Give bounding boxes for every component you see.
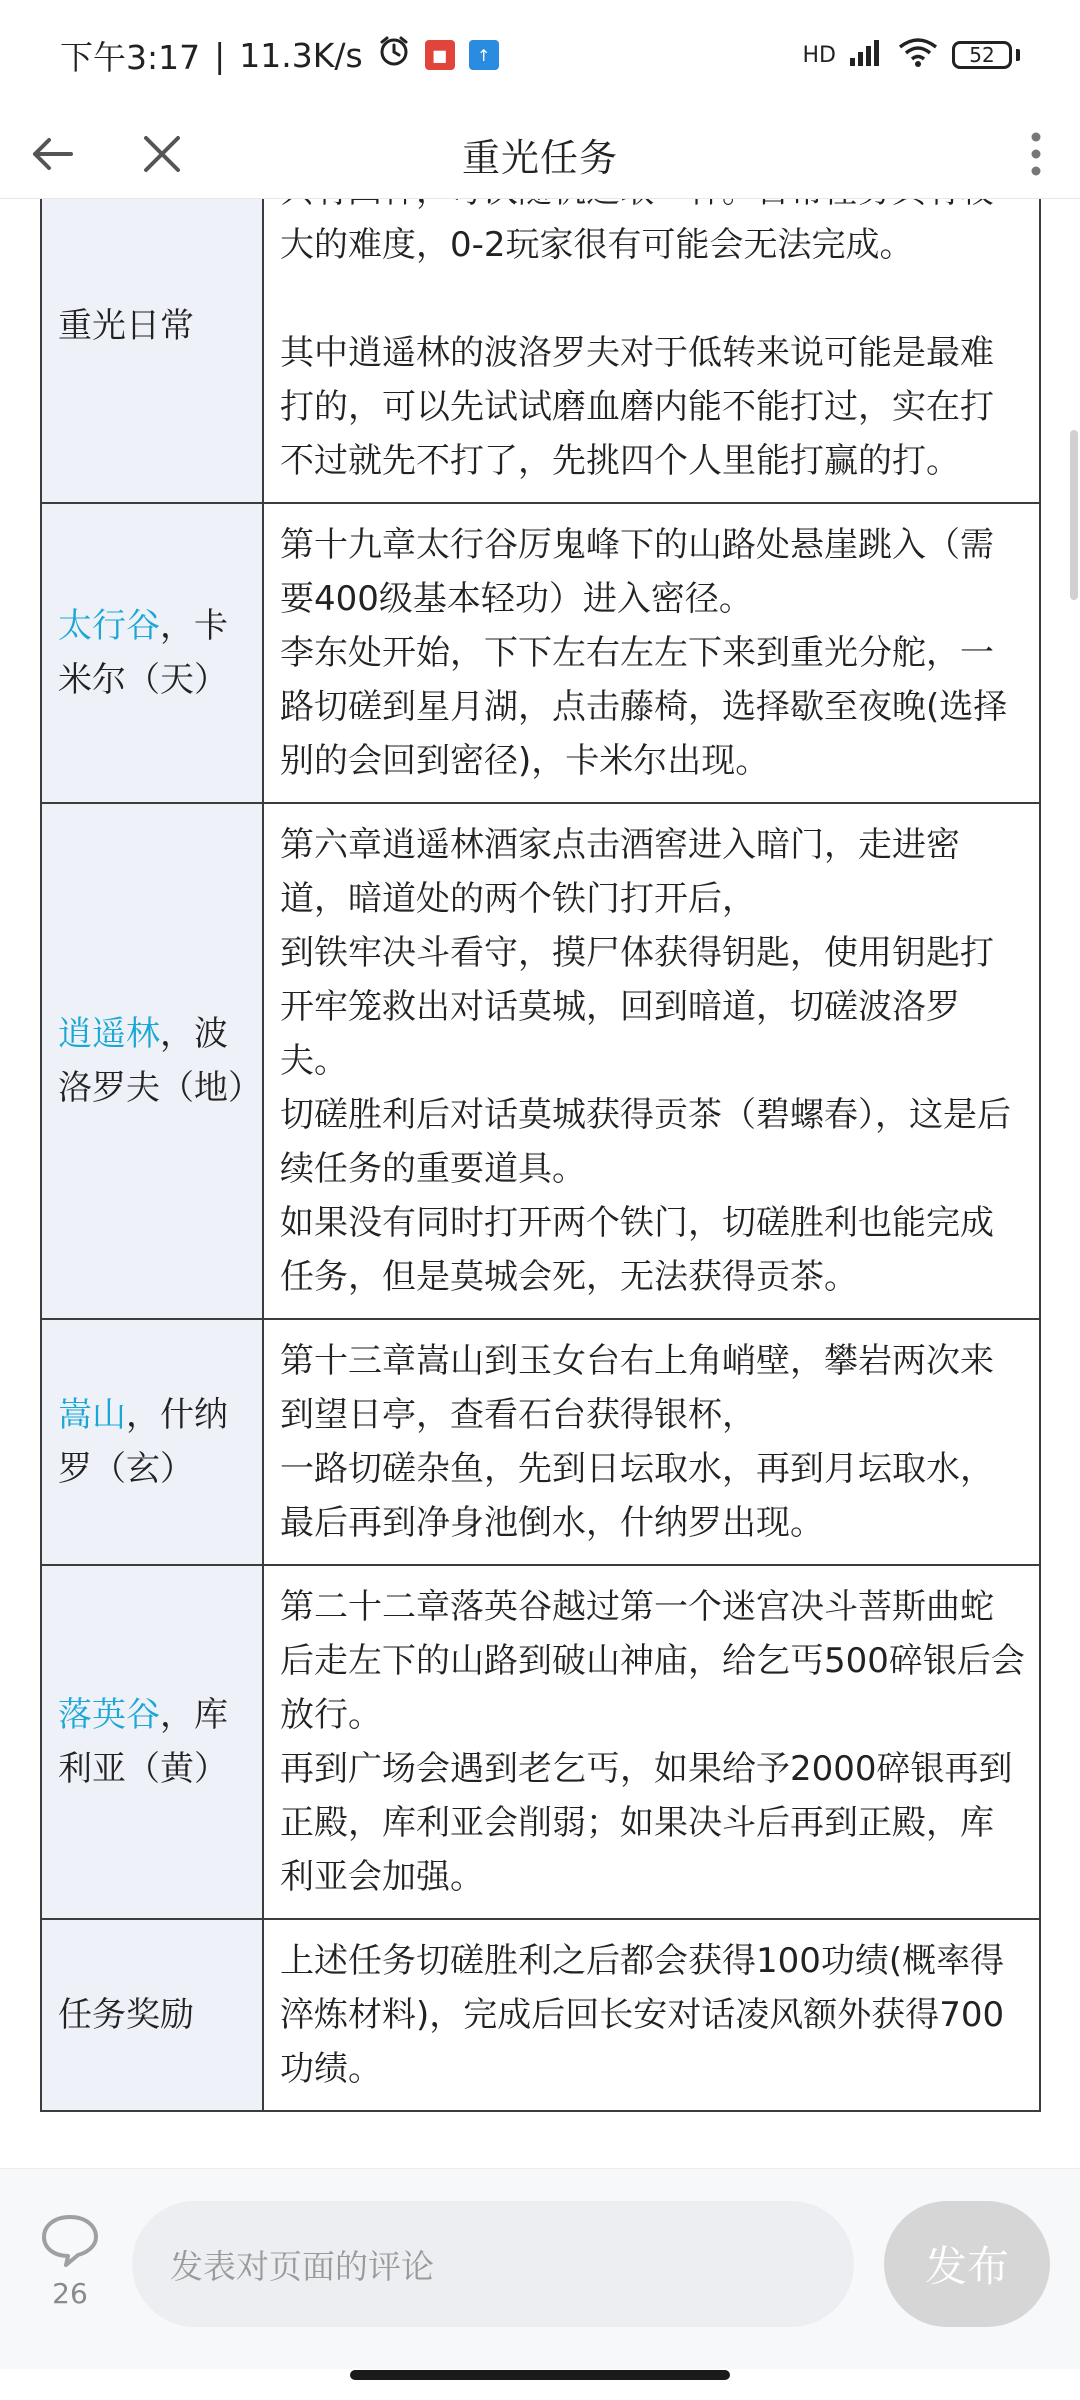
description-paragraph: 切磋胜利后对话莫城获得贡茶（碧螺春），这是后续任务的重要道具。 (280, 1095, 1011, 1189)
table-row (41, 503, 1040, 803)
description-paragraph: 一路切磋杂鱼，先到日坛取水，再到月坛取水，最后再到净身池倒水，什纳罗出现。 (280, 1449, 994, 1543)
task-description-cell (263, 503, 1040, 803)
table-row (41, 803, 1040, 1319)
task-name: 重光日常 (58, 306, 194, 346)
task-name-cell (41, 503, 263, 803)
task-description-cell (263, 1919, 1040, 2111)
description-paragraph: 到铁牢决斗看守，摸尸体获得钥匙，使用钥匙打开牢笼救出对话莫城，回到暗道，切磋波洛罗夫。 (280, 933, 994, 1081)
battery-level: 52 (969, 43, 995, 67)
status-time: 下午3:17 (60, 37, 201, 77)
hd-label: HD (802, 42, 836, 68)
scrollbar-thumb[interactable] (1070, 430, 1078, 600)
location-link[interactable]: 落英谷 (58, 1695, 160, 1735)
comments-button[interactable] (30, 2213, 110, 2310)
app-header (0, 110, 1080, 199)
table-row (41, 1565, 1040, 1919)
back-arrow-icon (29, 131, 75, 177)
status-left (60, 32, 499, 79)
network-speed: 11.3K/s (239, 35, 363, 75)
table-row (41, 1919, 1040, 2111)
status-divider: | (214, 35, 226, 75)
description-paragraph: 第十九章太行谷厉鬼峰下的山路处悬崖跳入（需要400级基本轻功）进入密径。 (280, 525, 994, 619)
wifi-icon (898, 37, 938, 73)
status-bar (0, 0, 1080, 110)
close-button[interactable] (132, 124, 192, 184)
paragraph-spacer (280, 272, 1025, 326)
description-paragraph: 李东处开始，下下左右左左下来到重光分舵，一路切磋到星月湖，点击藤椅，选择歇至夜晚(选择别的会回到密径)，卡米尔出现。 (280, 633, 1008, 781)
publish-button[interactable] (884, 2201, 1050, 2327)
task-name-cell (41, 149, 263, 503)
comment-count: 26 (52, 2277, 88, 2310)
status-right (803, 37, 1020, 73)
battery-tip (1016, 49, 1020, 61)
comment-input[interactable] (132, 2201, 854, 2327)
task-description-cell (263, 1319, 1040, 1565)
back-button[interactable] (22, 124, 82, 184)
signal-icon (850, 38, 884, 72)
description-paragraph: 第十三章嵩山到玉女台右上角峭壁，攀岩两次来到望日亭，查看石台获得银杯， (280, 1341, 994, 1435)
description-paragraph: 如果没有同时打开两个铁门，切磋胜利也能完成任务，但是莫城会死，无法获得贡茶。 (280, 1203, 994, 1297)
description-paragraph: 上述任务切磋胜利之后都会获得100功绩(概率得淬炼材料)，完成后回长安对话凌风额外获得700功绩。 (280, 1941, 1005, 2089)
app-notification-icon: ■ (425, 40, 455, 70)
description-paragraph: 其中逍遥林的波洛罗夫对于低转来说可能是最难打的，可以先试试磨血磨内能不能打过，实在打不过就先不打了，先挑四个人里能打赢的打。 (280, 333, 994, 481)
task-name-rest: ，卡米尔（天） (58, 606, 228, 700)
task-name-cell (41, 803, 263, 1319)
comment-placeholder: 发表对页面的评论 (170, 2246, 434, 2286)
task-description-cell (263, 1565, 1040, 1919)
location-link[interactable]: 太行谷 (58, 606, 160, 646)
comment-bar (0, 2168, 1080, 2369)
description-paragraph: 第六章逍遥林酒家点击酒窖进入暗门，走进密道，暗道处的两个铁门打开后， (280, 825, 960, 919)
task-description-cell (263, 803, 1040, 1319)
publish-label: 发布 (924, 2242, 1009, 2291)
task-name-rest: ，波洛罗夫（地） (58, 1014, 262, 1108)
upload-notification-icon: ↑ (469, 40, 499, 70)
task-name: 任务奖励 (58, 1995, 194, 2035)
page-title: 重光任务 (461, 135, 618, 180)
close-icon (141, 133, 183, 175)
alarm-icon (377, 34, 411, 76)
page-content[interactable] (0, 198, 1080, 2168)
battery-icon (952, 41, 1012, 69)
location-link[interactable]: 逍遥林 (58, 1014, 160, 1054)
description-paragraph: 再到广场会遇到老乞丐，如果给予2000碎银再到正殿，库利亚会削弱；如果决斗后再到正殿，库利亚会加强。 (280, 1749, 1013, 1897)
task-name-cell (41, 1565, 263, 1919)
task-name-cell (41, 1919, 263, 2111)
task-name-rest: ，库利亚（黄） (58, 1695, 228, 1789)
task-table (40, 148, 1041, 2112)
description-paragraph: 大的难度，0-2玩家很有可能会无法完成。 (280, 225, 914, 265)
task-description-cell (263, 149, 1040, 503)
comment-bubble-icon (40, 2213, 100, 2269)
table-row (41, 149, 1040, 503)
more-menu-button[interactable] (1006, 124, 1066, 184)
home-indicator[interactable] (350, 2370, 730, 2380)
table-row (41, 1319, 1040, 1565)
description-paragraph: 第二十二章落英谷越过第一个迷宫决斗菩斯曲蛇后走左下的山路到破山神庙，给乞丐500碎银后会放行。 (280, 1587, 1025, 1735)
task-name-rest: ，什纳罗（玄） (58, 1395, 228, 1489)
more-vertical-icon (1030, 132, 1042, 176)
task-name-cell (41, 1319, 263, 1565)
location-link[interactable]: 嵩山 (58, 1395, 126, 1435)
